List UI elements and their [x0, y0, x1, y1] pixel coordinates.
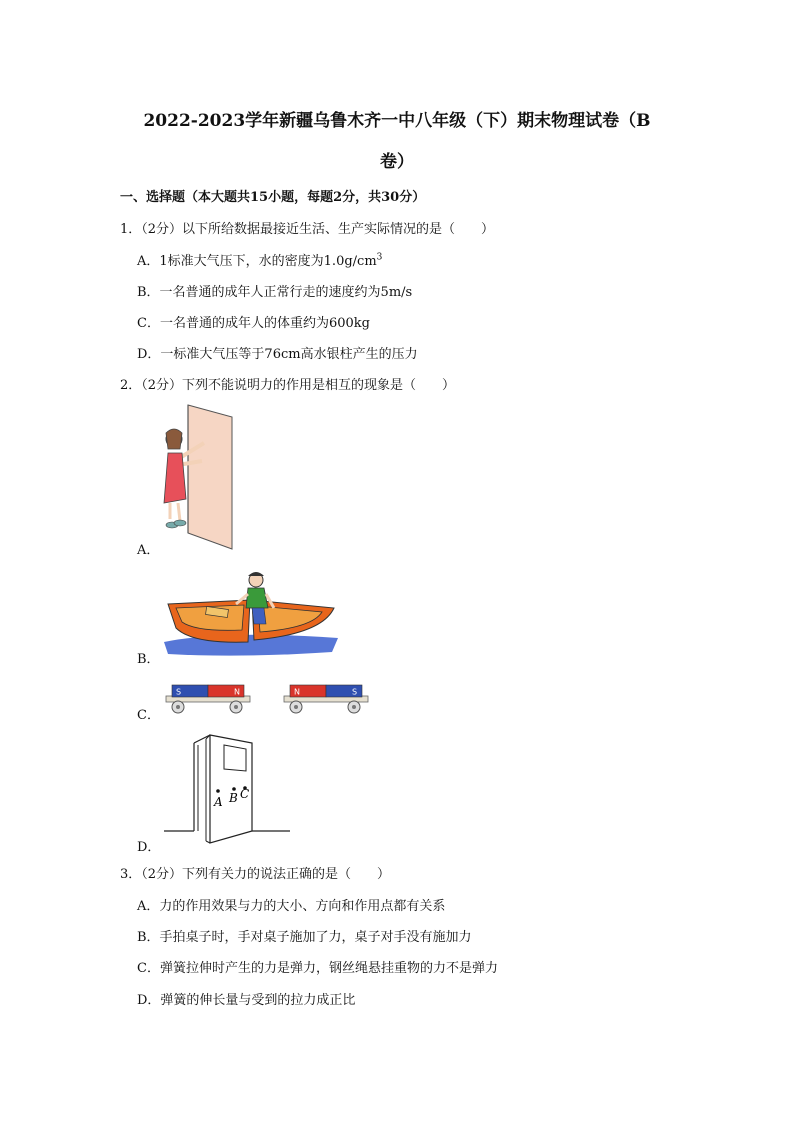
point-label-a: A	[214, 795, 223, 809]
magnet-letter-s1: S	[176, 687, 182, 697]
magnet-letter-s2: S	[352, 687, 358, 697]
exam-title-line1: 2022-2023学年新疆乌鲁木齐一中八年级（下）期末物理试卷（B	[143, 111, 651, 131]
question-2-option-d-label: D．	[137, 840, 161, 855]
door-points-icon	[164, 733, 294, 845]
exam-title-line2: 卷）	[380, 152, 414, 172]
question-3-option-a: A．力的作用效果与力的大小、方向和作用点都有关系	[137, 899, 446, 914]
question-3-option-b: B．手拍桌子时，手对桌子施加了力，桌子对手没有施加力	[137, 930, 472, 945]
question-2-option-c-label: C．	[137, 708, 160, 723]
question-3-option-d: D．弹簧的伸长量与受到的拉力成正比	[137, 993, 356, 1008]
question-1-option-d: D．一标准大气压等于76cm高水银柱产生的压力	[137, 347, 418, 362]
section-heading: 一、选择题（本大题共15小题，每题2分，共30分）	[120, 190, 426, 205]
superscript: 3	[376, 252, 383, 263]
question-3-option-c: C．弹簧拉伸时产生的力是弹力，钢丝绳悬挂重物的力不是弹力	[137, 961, 498, 976]
magnet-letter-n1: N	[234, 687, 240, 697]
question-1-option-c: C．一名普通的成年人的体重约为600kg	[137, 316, 370, 331]
point-label-c: C	[240, 787, 250, 801]
magnet-letter-n2: N	[294, 687, 300, 697]
question-1-option-b: B．一名普通的成年人正常行走的速度约为5m/s	[137, 285, 413, 300]
girl-pushing-wall-icon	[160, 403, 240, 553]
question-2-option-a-label: A．	[137, 543, 160, 558]
question-3-stem: 3．（2分）下列有关力的说法正确的是（ ）	[120, 867, 391, 882]
question-2-stem: 2．（2分）下列不能说明力的作用是相互的现象是（ ）	[120, 378, 456, 393]
point-label-b: B	[229, 791, 238, 805]
question-2-option-b-label: B．	[137, 652, 160, 667]
boy-pushing-boat-icon	[162, 568, 342, 658]
magnet-carts-icon	[164, 682, 374, 716]
question-1-option-a: A．1标准大气压下，水的密度为$1.0g/cm^3$	[137, 252, 383, 269]
question-1-stem: 1．（2分）以下所给数据最接近生活、生产实际情况的是（ ）	[120, 222, 495, 237]
